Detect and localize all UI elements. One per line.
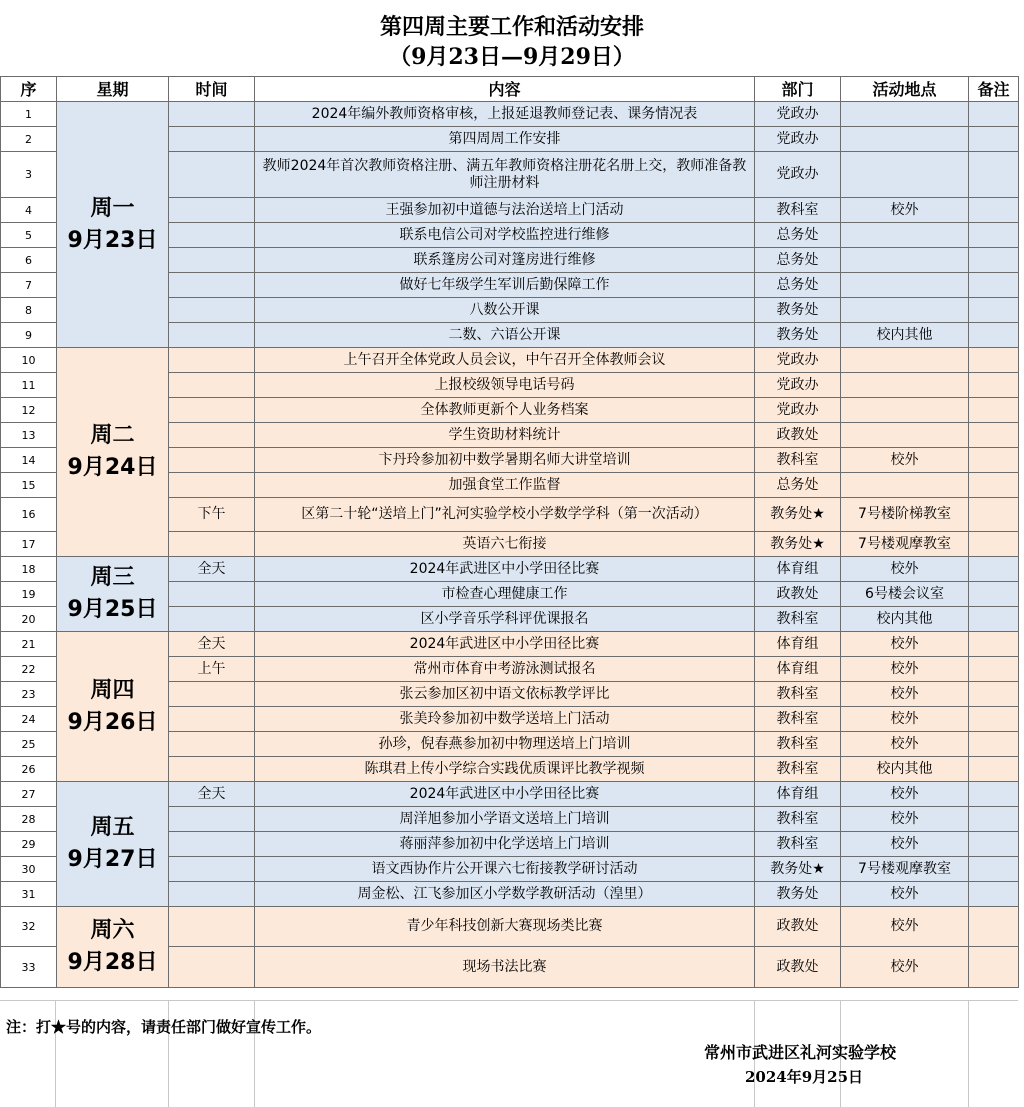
row-time: 全天 [169, 782, 255, 807]
row-seq: 25 [1, 732, 57, 757]
weekday-date: 9月24日 [67, 455, 158, 480]
row-note [969, 947, 1019, 988]
row-time [169, 198, 255, 223]
weekday-date: 9月27日 [67, 847, 158, 872]
row-place: 校外 [841, 707, 969, 732]
table-row [1, 557, 1019, 582]
row-note [969, 373, 1019, 398]
row-time [169, 582, 255, 607]
row-time [169, 273, 255, 298]
row-dept: 教科室 [755, 757, 841, 782]
table-row [1, 102, 1019, 127]
row-dept: 政教处 [755, 907, 841, 947]
row-seq: 20 [1, 607, 57, 632]
row-time: 全天 [169, 632, 255, 657]
row-dept: 党政办 [755, 152, 841, 198]
table-header-row [1, 77, 1019, 102]
row-place: 校内其他 [841, 607, 969, 632]
row-note [969, 657, 1019, 682]
table-row [1, 348, 1019, 373]
weekday-date: 9月28日 [67, 950, 158, 975]
row-seq: 23 [1, 682, 57, 707]
row-place: 校外 [841, 832, 969, 857]
row-dept: 总务处 [755, 248, 841, 273]
row-content: 区小学音乐学科评优课报名 [255, 607, 755, 632]
row-dept: 体育组 [755, 657, 841, 682]
row-dept: 政教处 [755, 947, 841, 988]
table-row [1, 907, 1019, 947]
row-content: 语文西协作片公开课六七衔接教学研讨活动 [255, 857, 755, 882]
row-content: 2024年武进区中小学田径比赛 [255, 632, 755, 657]
row-dept: 政教处 [755, 582, 841, 607]
row-seq: 31 [1, 882, 57, 907]
row-time [169, 947, 255, 988]
row-note [969, 907, 1019, 947]
row-content: 常州市体育中考游泳测试报名 [255, 657, 755, 682]
row-note [969, 423, 1019, 448]
row-content: 做好七年级学生军训后勤保障工作 [255, 273, 755, 298]
row-time: 上午 [169, 657, 255, 682]
header-time: 时间 [169, 77, 255, 102]
weekday-cell [57, 348, 169, 557]
row-dept: 教务处 [755, 298, 841, 323]
row-seq: 26 [1, 757, 57, 782]
row-dept: 教科室 [755, 448, 841, 473]
row-dept: 教务处★ [755, 532, 841, 557]
row-dept: 教科室 [755, 607, 841, 632]
row-content: 现场书法比赛 [255, 947, 755, 988]
header-content: 内容 [255, 77, 755, 102]
row-note [969, 782, 1019, 807]
row-place [841, 373, 969, 398]
row-dept: 政教处 [755, 423, 841, 448]
row-note [969, 582, 1019, 607]
row-seq: 28 [1, 807, 57, 832]
row-note [969, 323, 1019, 348]
weekday-label: 周三 [90, 565, 135, 590]
page-title: 第四周主要工作和活动安排 [379, 14, 644, 40]
row-time [169, 832, 255, 857]
row-dept: 教务处★ [755, 857, 841, 882]
row-dept: 体育组 [755, 782, 841, 807]
row-dept: 党政办 [755, 373, 841, 398]
row-content: 八数公开课 [255, 298, 755, 323]
row-content: 上午召开全体党政人员会议，中午召开全体教师会议 [255, 348, 755, 373]
row-place [841, 248, 969, 273]
row-seq: 24 [1, 707, 57, 732]
row-dept: 体育组 [755, 632, 841, 657]
table-row [1, 632, 1019, 657]
row-note [969, 198, 1019, 223]
row-time: 下午 [169, 498, 255, 532]
row-time [169, 102, 255, 127]
row-time [169, 682, 255, 707]
row-content: 联系电信公司对学校监控进行维修 [255, 223, 755, 248]
row-note [969, 248, 1019, 273]
weekday-cell [57, 782, 169, 907]
row-content: 张美玲参加初中数学送培上门活动 [255, 707, 755, 732]
row-note [969, 757, 1019, 782]
row-note [969, 882, 1019, 907]
row-place: 校内其他 [841, 323, 969, 348]
row-dept: 教务处 [755, 323, 841, 348]
row-dept: 总务处 [755, 473, 841, 498]
row-seq: 10 [1, 348, 57, 373]
row-note [969, 448, 1019, 473]
row-seq: 33 [1, 947, 57, 988]
row-time [169, 857, 255, 882]
row-dept: 教科室 [755, 198, 841, 223]
weekday-date: 9月26日 [67, 709, 158, 735]
weekday-cell [57, 907, 169, 988]
weekday-cell [57, 632, 169, 782]
row-note [969, 732, 1019, 757]
row-note [969, 607, 1019, 632]
row-place: 校内其他 [841, 757, 969, 782]
row-content: 上报校级领导电话号码 [255, 373, 755, 398]
row-place: 校外 [841, 947, 969, 988]
row-time [169, 298, 255, 323]
row-dept: 党政办 [755, 127, 841, 152]
row-seq: 4 [1, 198, 57, 223]
row-seq: 18 [1, 557, 57, 582]
row-seq: 6 [1, 248, 57, 273]
row-time [169, 732, 255, 757]
row-place: 校外 [841, 557, 969, 582]
row-time [169, 373, 255, 398]
row-seq: 17 [1, 532, 57, 557]
row-place [841, 423, 969, 448]
row-seq: 12 [1, 398, 57, 423]
row-content: 英语六七衔接 [255, 532, 755, 557]
page-subtitle: （9月23日—9月29日） [389, 44, 635, 70]
schedule-body [1, 102, 1019, 988]
row-seq: 1 [1, 102, 57, 127]
row-time [169, 532, 255, 557]
row-seq: 8 [1, 298, 57, 323]
row-seq: 9 [1, 323, 57, 348]
row-time [169, 607, 255, 632]
row-seq: 5 [1, 223, 57, 248]
row-time [169, 348, 255, 373]
row-content: 蒋丽萍参加初中化学送培上门培训 [255, 832, 755, 857]
row-place [841, 223, 969, 248]
weekday-label: 周一 [90, 195, 135, 221]
row-seq: 21 [1, 632, 57, 657]
weekday-label: 周二 [90, 423, 135, 448]
row-content: 第四周周工作安排 [255, 127, 755, 152]
row-seq: 16 [1, 498, 57, 532]
row-note [969, 298, 1019, 323]
row-seq: 15 [1, 473, 57, 498]
schedule-table [0, 76, 1019, 988]
weekday-label: 周四 [90, 677, 135, 703]
row-place [841, 127, 969, 152]
row-time [169, 907, 255, 947]
weekday-cell [57, 557, 169, 632]
row-content: 卞丹玲参加初中数学暑期名师大讲堂培训 [255, 448, 755, 473]
row-note [969, 557, 1019, 582]
row-time [169, 152, 255, 198]
row-content: 2024年编外教师资格审核，上报延退教师登记表、课务情况表 [255, 102, 755, 127]
row-place [841, 273, 969, 298]
row-seq: 22 [1, 657, 57, 682]
row-content: 学生资助材料统计 [255, 423, 755, 448]
row-time [169, 807, 255, 832]
row-time [169, 223, 255, 248]
row-place: 6号楼会议室 [841, 582, 969, 607]
row-seq: 3 [1, 152, 57, 198]
row-content: 区第二十轮“送培上门”礼河实验学校小学数学学科（第一次活动） [255, 498, 755, 532]
row-place: 校外 [841, 882, 969, 907]
row-dept: 教务处 [755, 882, 841, 907]
row-dept: 教科室 [755, 707, 841, 732]
row-note [969, 152, 1019, 198]
school-name: 常州市武进区礼河实验学校 [704, 1043, 897, 1062]
row-place [841, 152, 969, 198]
row-content: 联系篷房公司对篷房进行维修 [255, 248, 755, 273]
row-content: 2024年武进区中小学田径比赛 [255, 782, 755, 807]
row-time [169, 248, 255, 273]
row-seq: 29 [1, 832, 57, 857]
row-place: 7号楼观摩教室 [841, 857, 969, 882]
row-place: 7号楼阶梯教室 [841, 498, 969, 532]
row-seq: 30 [1, 857, 57, 882]
row-place [841, 398, 969, 423]
weekday-date: 9月23日 [67, 227, 158, 253]
row-place: 校外 [841, 782, 969, 807]
row-content: 王强参加初中道德与法治送培上门活动 [255, 198, 755, 223]
row-time [169, 323, 255, 348]
row-note [969, 857, 1019, 882]
row-dept: 体育组 [755, 557, 841, 582]
row-content: 全体教师更新个人业务档案 [255, 398, 755, 423]
row-note [969, 682, 1019, 707]
row-dept: 教科室 [755, 832, 841, 857]
row-place [841, 102, 969, 127]
row-dept: 总务处 [755, 223, 841, 248]
row-note [969, 498, 1019, 532]
row-time [169, 127, 255, 152]
row-place: 校外 [841, 632, 969, 657]
row-place: 校外 [841, 732, 969, 757]
grid-line [968, 1000, 969, 1107]
row-time [169, 448, 255, 473]
header-note: 备注 [969, 77, 1019, 102]
row-seq: 32 [1, 907, 57, 947]
row-time [169, 757, 255, 782]
row-seq: 11 [1, 373, 57, 398]
row-place: 7号楼观摩教室 [841, 532, 969, 557]
row-place: 校外 [841, 657, 969, 682]
row-note [969, 127, 1019, 152]
header-dept: 部门 [755, 77, 841, 102]
row-seq: 7 [1, 273, 57, 298]
weekday-label: 周五 [90, 815, 135, 840]
row-dept: 党政办 [755, 348, 841, 373]
row-place [841, 473, 969, 498]
row-content: 周洋旭参加小学语文送培上门培训 [255, 807, 755, 832]
row-note [969, 632, 1019, 657]
header-place: 活动地点 [841, 77, 969, 102]
row-dept: 教科室 [755, 732, 841, 757]
header-seq: 序 [1, 77, 57, 102]
bottom-grid-line [0, 1000, 1018, 1001]
row-content: 市检查心理健康工作 [255, 582, 755, 607]
row-dept: 教科室 [755, 682, 841, 707]
row-content: 2024年武进区中小学田径比赛 [255, 557, 755, 582]
row-note [969, 807, 1019, 832]
row-dept: 教务处★ [755, 498, 841, 532]
row-note [969, 832, 1019, 857]
row-seq: 19 [1, 582, 57, 607]
row-content: 周金松、江飞参加区小学数学教研活动（湟里） [255, 882, 755, 907]
row-time: 全天 [169, 557, 255, 582]
row-content: 加强食堂工作监督 [255, 473, 755, 498]
row-place: 校外 [841, 807, 969, 832]
row-place: 校外 [841, 198, 969, 223]
row-place [841, 298, 969, 323]
row-seq: 13 [1, 423, 57, 448]
row-dept: 教科室 [755, 807, 841, 832]
row-content: 孙珍，倪春燕参加初中物理送培上门培训 [255, 732, 755, 757]
row-place: 校外 [841, 682, 969, 707]
row-note [969, 273, 1019, 298]
row-time [169, 707, 255, 732]
row-seq: 14 [1, 448, 57, 473]
row-note [969, 473, 1019, 498]
weekday-cell [57, 102, 169, 348]
row-dept: 党政办 [755, 102, 841, 127]
row-note [969, 398, 1019, 423]
row-content: 二数、六语公开课 [255, 323, 755, 348]
row-note [969, 707, 1019, 732]
row-content: 陈琪君上传小学综合实践优质课评比教学视频 [255, 757, 755, 782]
row-place: 校外 [841, 907, 969, 947]
row-seq: 2 [1, 127, 57, 152]
row-note [969, 102, 1019, 127]
row-note [969, 223, 1019, 248]
row-time [169, 882, 255, 907]
issue-date: 2024年9月25日 [745, 1068, 864, 1086]
table-row [1, 782, 1019, 807]
weekday-date: 9月25日 [67, 597, 158, 622]
footer-note: 注：打★号的内容，请责任部门做好宣传工作。 [6, 1018, 322, 1036]
row-seq: 27 [1, 782, 57, 807]
weekday-label: 周六 [90, 918, 135, 943]
row-place [841, 348, 969, 373]
row-note [969, 348, 1019, 373]
row-content: 青少年科技创新大赛现场类比赛 [255, 907, 755, 947]
row-time [169, 423, 255, 448]
row-content: 教师2024年首次教师资格注册、满五年教师资格注册花名册上交，教师准备教师注册材料 [255, 152, 755, 198]
row-time [169, 398, 255, 423]
header-weekday: 星期 [57, 77, 169, 102]
row-dept: 总务处 [755, 273, 841, 298]
row-dept: 党政办 [755, 398, 841, 423]
row-time [169, 473, 255, 498]
row-place: 校外 [841, 448, 969, 473]
row-content: 张云参加区初中语文依标教学评比 [255, 682, 755, 707]
row-note [969, 532, 1019, 557]
